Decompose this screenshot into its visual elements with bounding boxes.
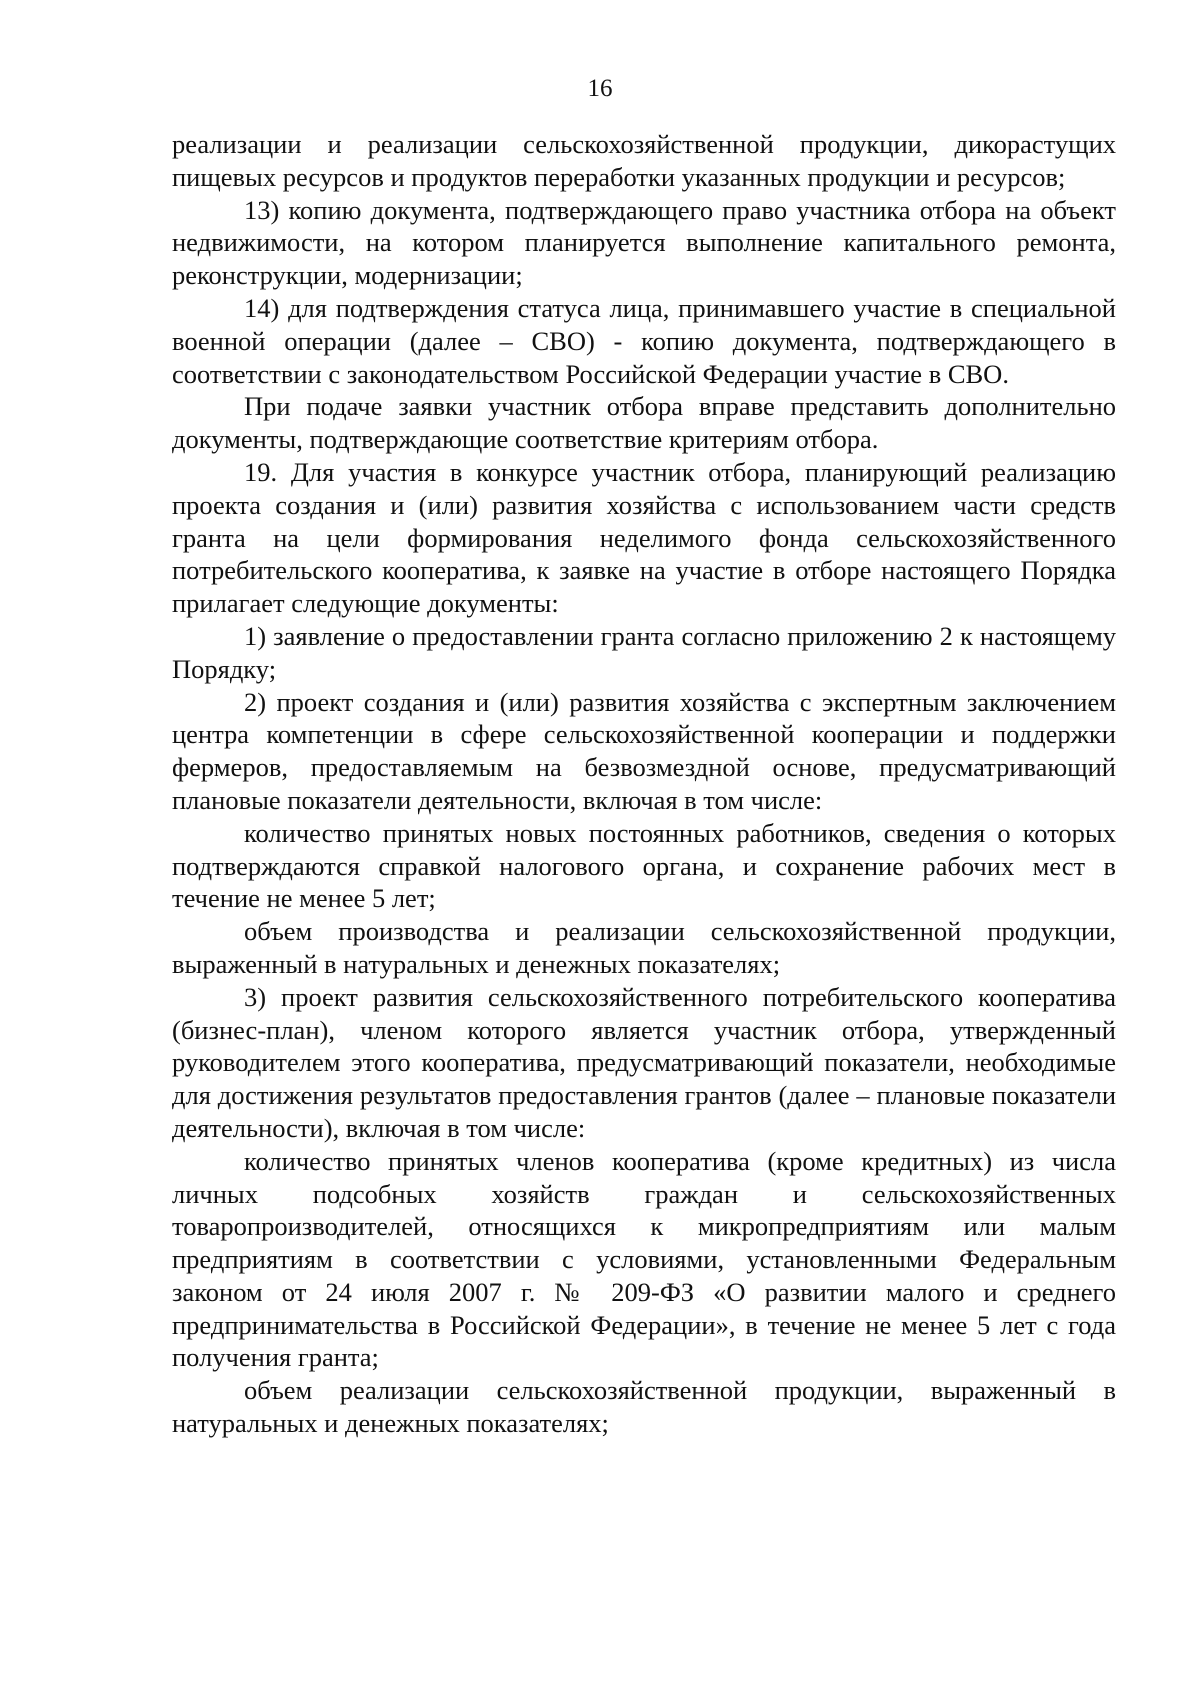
page-number: 16 bbox=[587, 75, 613, 102]
paragraph-item-1: 1) заявление о предоставлении гранта согласно приложению 2 к настоящему Порядку; bbox=[172, 620, 1116, 684]
paragraph-indicator-production: объем производства и реализации сельскохозяйственной продукции, выраженный в натуральных и денежных показателях; bbox=[172, 916, 1116, 979]
paragraph-item-14: 14) для подтверждения статуса лица, принимавшего участие в специальной военной операции (далее – СВО) - копию документа, подтверждающего в соответствии с законодательством Российской Федерации участие в СВО. bbox=[172, 292, 1116, 389]
paragraph-item-3: 3) проект развития сельскохозяйственного потребительского кооператива (бизнес-план), членом которого является участник отбора, утвержденный руководителем этого кооператива, предусматривающий показатели, необходимые для достижения результатов предоставления грантов (далее – плановые показатели деятельности), включая в том числе: bbox=[172, 981, 1116, 1143]
paragraph-indicator-members: количество принятых членов кооператива (кроме кредитных) из числа личных подсобных хозяйств граждан и сельскохозяйственных товаропроизводителей, относящихся к микропредприятиям или малым предприятиям в соответствии с условиями, установленными Федеральным законом от 24 июля 2007 г. № 209-ФЗ «О развитии малого и среднего предпринимательства в Российской Федерации», в течение не менее 5 лет с года получения гранта; bbox=[172, 1145, 1116, 1373]
paragraph-section-19: 19. Для участия в конкурсе участник отбора, планирующий реализацию проекта создания и (или) развития хозяйства с использованием части средств гранта на цели формирования неделимого фонда сельскохозяйственного потребительского кооператива, к заявке на участие в отборе настоящего Порядка прилагает следующие документы: bbox=[172, 456, 1116, 619]
paragraph-continuation: реализации и реализации сельскохозяйственной продукции, дикорастущих пищевых ресурсов и продуктов переработки указанных продукции и ресурсов; bbox=[172, 129, 1116, 192]
paragraph-item-13: 13) копию документа, подтверждающего право участника отбора на объект недвижимости, на котором планируется выполнение капитального ремонта, реконструкции, модернизации; bbox=[172, 194, 1116, 291]
paragraph-item-2: 2) проект создания и (или) развития хозяйства с экспертным заключением центра компетенции в сфере сельскохозяйственной кооперации и поддержки фермеров, предоставляемым на безвозмездной основе, предусматривающий плановые показатели деятельности, включая в том числе: bbox=[172, 686, 1116, 815]
document-body bbox=[172, 128, 1116, 1440]
paragraph-additional-documents: При подаче заявки участник отбора вправе представить дополнительно документы, подтверждающие соответствие критериям отбора. bbox=[172, 391, 1116, 455]
paragraph-indicator-sales: объем реализации сельскохозяйственной продукции, выраженный в натуральных и денежных показателях; bbox=[172, 1375, 1116, 1439]
paragraph-indicator-employees: количество принятых новых постоянных работников, сведения о которых подтверждаются справкой налогового органа, и сохранение рабочих мест в течение не менее 5 лет; bbox=[172, 817, 1116, 914]
